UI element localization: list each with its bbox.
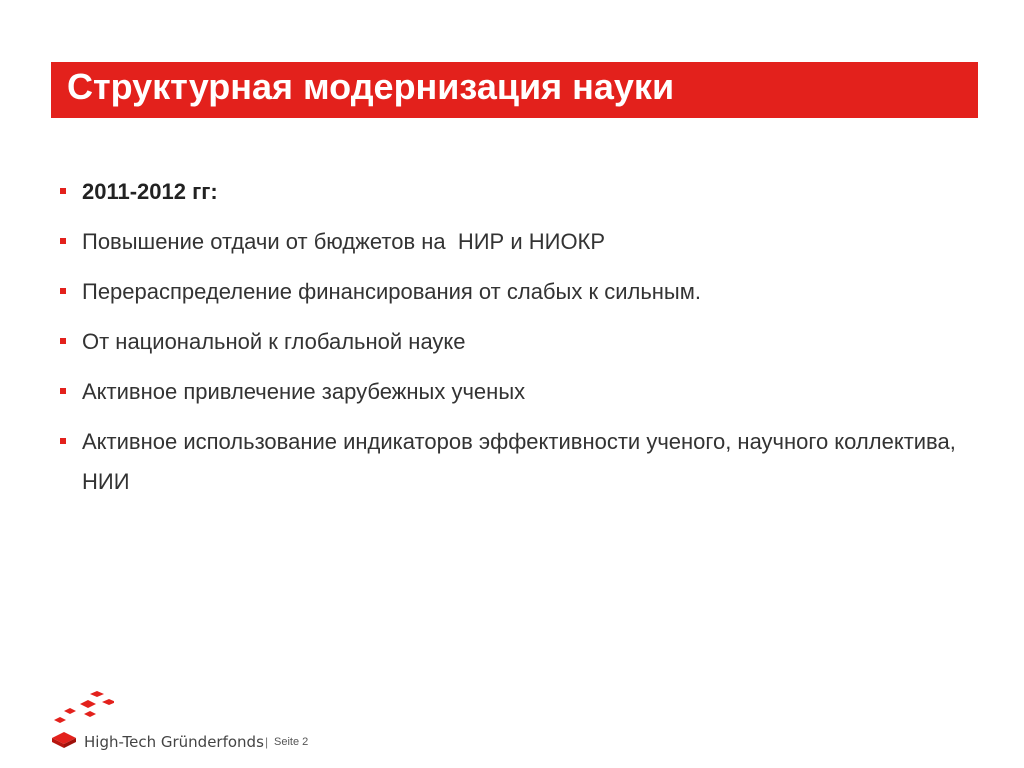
brand-name: High-Tech Gründerfonds	[84, 733, 264, 751]
page-number: Seite 2	[274, 736, 309, 748]
bullet-item	[60, 322, 960, 362]
bullet-square-icon	[60, 438, 66, 444]
bullet-text: Перераспределение финансирования от слабых к сильным.	[82, 279, 701, 304]
bullet-text: 2011-2012 гг:	[82, 179, 218, 204]
title-bar	[51, 62, 978, 118]
bullet-square-icon	[60, 238, 66, 244]
bullet-square-icon	[60, 338, 66, 344]
bullet-text: От национальной к глобальной науке	[82, 329, 466, 354]
bullet-item	[60, 222, 960, 262]
bullet-text: Активное привлечение зарубежных ученых	[82, 379, 526, 404]
footer-separator: |	[265, 735, 269, 749]
bullet-item	[60, 372, 960, 412]
bullet-text: Активное использование индикаторов эффективности ученого, научного коллектива, НИИ	[82, 429, 956, 494]
bullet-text: Повышение отдачи от бюджетов на НИР и НИОКР	[82, 229, 606, 254]
bullet-item	[60, 422, 960, 502]
bullet-item	[60, 272, 960, 312]
bullet-item	[60, 172, 960, 212]
bullet-square-icon	[60, 388, 66, 394]
bullet-square-icon	[60, 288, 66, 294]
slide-title: Структурная модернизация науки	[67, 66, 675, 107]
bullet-list	[60, 172, 960, 512]
bullet-square-icon	[60, 188, 66, 194]
